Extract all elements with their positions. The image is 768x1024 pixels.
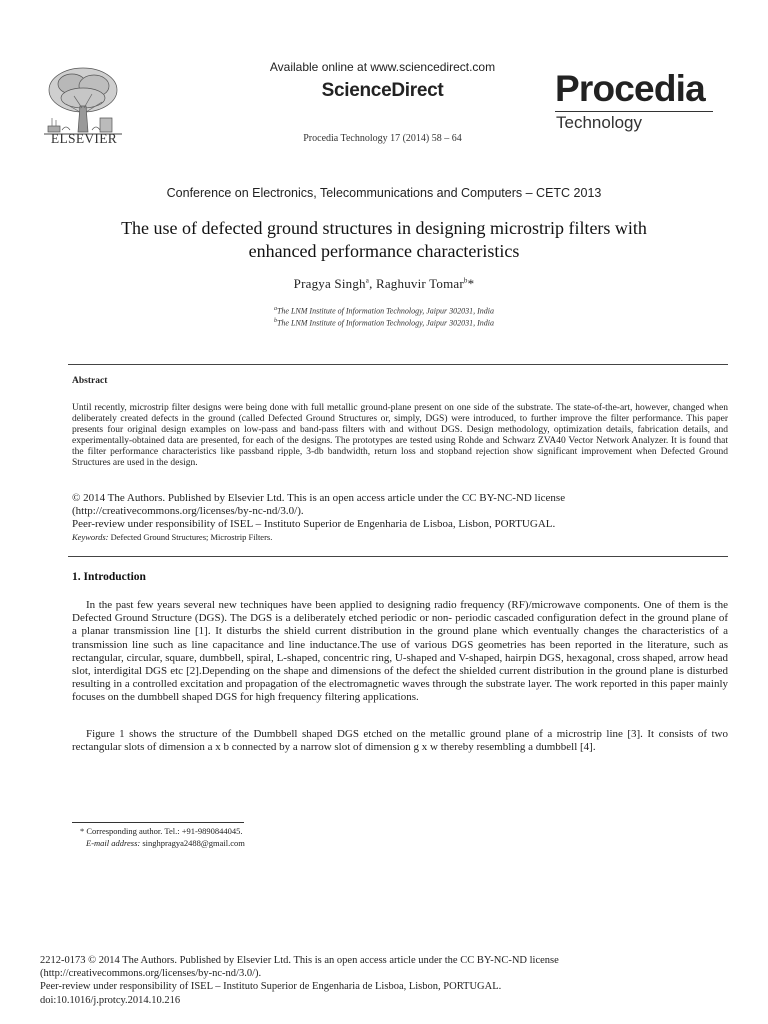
footer-license-link[interactable]: (http://creativecommons.org/licenses/by-nc-nd/3.0/).	[40, 968, 262, 980]
title-line-1: The use of defected ground structures in designing microstrip filters with	[121, 218, 647, 238]
author-separator: ,	[369, 276, 376, 291]
procedia-subtitle: Technology	[556, 113, 643, 132]
affiliation-b-text: The LNM Institute of Information Technology, Jaipur 302031, India	[276, 318, 495, 328]
affiliation-a-text: The LNM Institute of Information Technology, Jaipur 302031, India	[276, 306, 495, 316]
affiliation-a-mark: a	[273, 306, 277, 312]
footer-doi[interactable]: doi:10.1016/j.protcy.2014.10.216	[40, 994, 181, 1006]
license-link[interactable]: (http://creativecommons.org/licenses/by-nc-nd/3.0/).	[72, 505, 304, 518]
authors	[0, 276, 768, 292]
title-line-2: enhanced performance characteristics	[248, 241, 520, 261]
conference-name: Conference on Electronics, Telecommunications and Computers – CETC 2013	[166, 186, 602, 200]
corresponding-mark: *	[467, 276, 475, 291]
author-2-affil-mark: b	[463, 276, 468, 285]
procedia-logo: Procedia	[555, 68, 705, 109]
page-footer	[40, 954, 740, 1007]
keywords-label: Keywords:	[72, 532, 109, 542]
affiliation-a	[0, 306, 768, 316]
author-1-affil-mark: a	[365, 276, 370, 285]
abstract-bottom-rule	[68, 556, 728, 557]
logo-divider	[555, 111, 713, 112]
intro-paragraph-2: Figure 1 shows the structure of the Dumbbell shaped DGS etched on the metallic ground plane of a microstrip line [3]. It consists of two rectangular slots of dimension a x b connected by a narrow slot of dimension g x w thereby resembling a dumbbell [4].	[72, 728, 728, 754]
copyright-line: © 2014 The Authors. Published by Elsevier Ltd. This is an open access article under the CC BY-NC-ND license	[72, 492, 566, 504]
available-online-link[interactable]: Available online at www.sciencedirect.com	[269, 60, 496, 74]
abstract-body: Until recently, microstrip filter designs were being done with full metallic ground-plane present on one side of the substrate. The state-of-the-art, however, changed when deliberately created defects in the ground (called Defected Ground Structures or, simply, DGS) were introduced, to further improve the filter performance. This paper presents four original design examples on low-pass and band-pass filters with and without DGS. Design methodology, optimization details, fabrication details, and experimentally-obtained data are presented, for each of the designs. The prototypes are tested using Rohde and Schwarz ZVA40 Vector Network Analyzer. It is found that the filter performance characteristics like passband ripple, 3-db bandwidth, return loss and stopband rejection show significant improvement when Defected Ground Structures are used in the design.	[72, 403, 728, 469]
footer-peer-review: Peer-review under responsibility of ISEL – Instituto Superior de Engenharia de Lisboa, Lisbon, PORTUGAL.	[40, 981, 502, 993]
abstract-copyright	[72, 492, 728, 532]
section-heading-introduction: 1. Introduction	[72, 571, 146, 583]
footnote-corresponding-author: * Corresponding author. Tel.: +91-9890844045.	[80, 826, 243, 836]
abstract-top-rule	[68, 364, 728, 365]
elsevier-wordmark: ELSEVIER	[50, 131, 118, 146]
abstract-heading: Abstract	[72, 376, 108, 386]
intro-paragraph-1: In the past few years several new techniques have been applied to designing radio frequency (RF)/microwave components. One of them is the Defected Ground Structure (DGS). The DGS is a deliberately etched periodic or non- periodic cascaded configuration defect in the ground plane of a planar transmission line [1]. It disturbs the shield current distribution in the ground plane which eventually changes the characteristics of a transmission line such as line capacitance and line inductance.The use of various DGS geometries has been reported in the literature, such as rectangular, circular, square, dumbbell, spiral, L-shaped, concentric ring, U-shaped and V-shaped, hairpin DGS, hexagonal, cross shaped, arrow head slot, interdigital DGS etc [2].Depending on the shape and dimensions of the defect the shielded current distribution in the ground plane is disturbed resulting in a controlled excitation and propagation of the electromagnetic waves through the substrate layer. The work reported in this paper mainly focuses on the dumbbell shaped DGS for high frequency filtering applications.	[72, 599, 728, 704]
paper-title	[60, 217, 708, 263]
footnote-email	[86, 838, 245, 848]
author-2: Raghuvir Tomar	[375, 276, 464, 291]
peer-review-line: Peer-review under responsibility of ISEL – Instituto Superior de Engenharia de Lisboa, Lisbon, PORTUGAL.	[72, 518, 556, 531]
email-label: E-mail address:	[86, 838, 141, 848]
sciencedirect-logo[interactable]: ScienceDirect	[321, 80, 444, 101]
author-1: Pragya Singh	[293, 276, 366, 291]
affiliation-b-mark: b	[273, 318, 277, 324]
affiliation-b	[0, 318, 768, 328]
keywords	[72, 532, 728, 542]
keywords-list: Defected Ground Structures; Microstrip Filters.	[108, 532, 273, 542]
footer-issn-line: 2212-0173 © 2014 The Authors. Published by Elsevier Ltd. This is an open access article under the CC BY-NC-ND license	[40, 955, 559, 966]
footnote-rule	[72, 822, 244, 823]
journal-citation: Procedia Technology 17 (2014) 58 – 64	[303, 133, 462, 144]
email-address[interactable]: singhpragya2488@gmail.com	[140, 838, 245, 848]
